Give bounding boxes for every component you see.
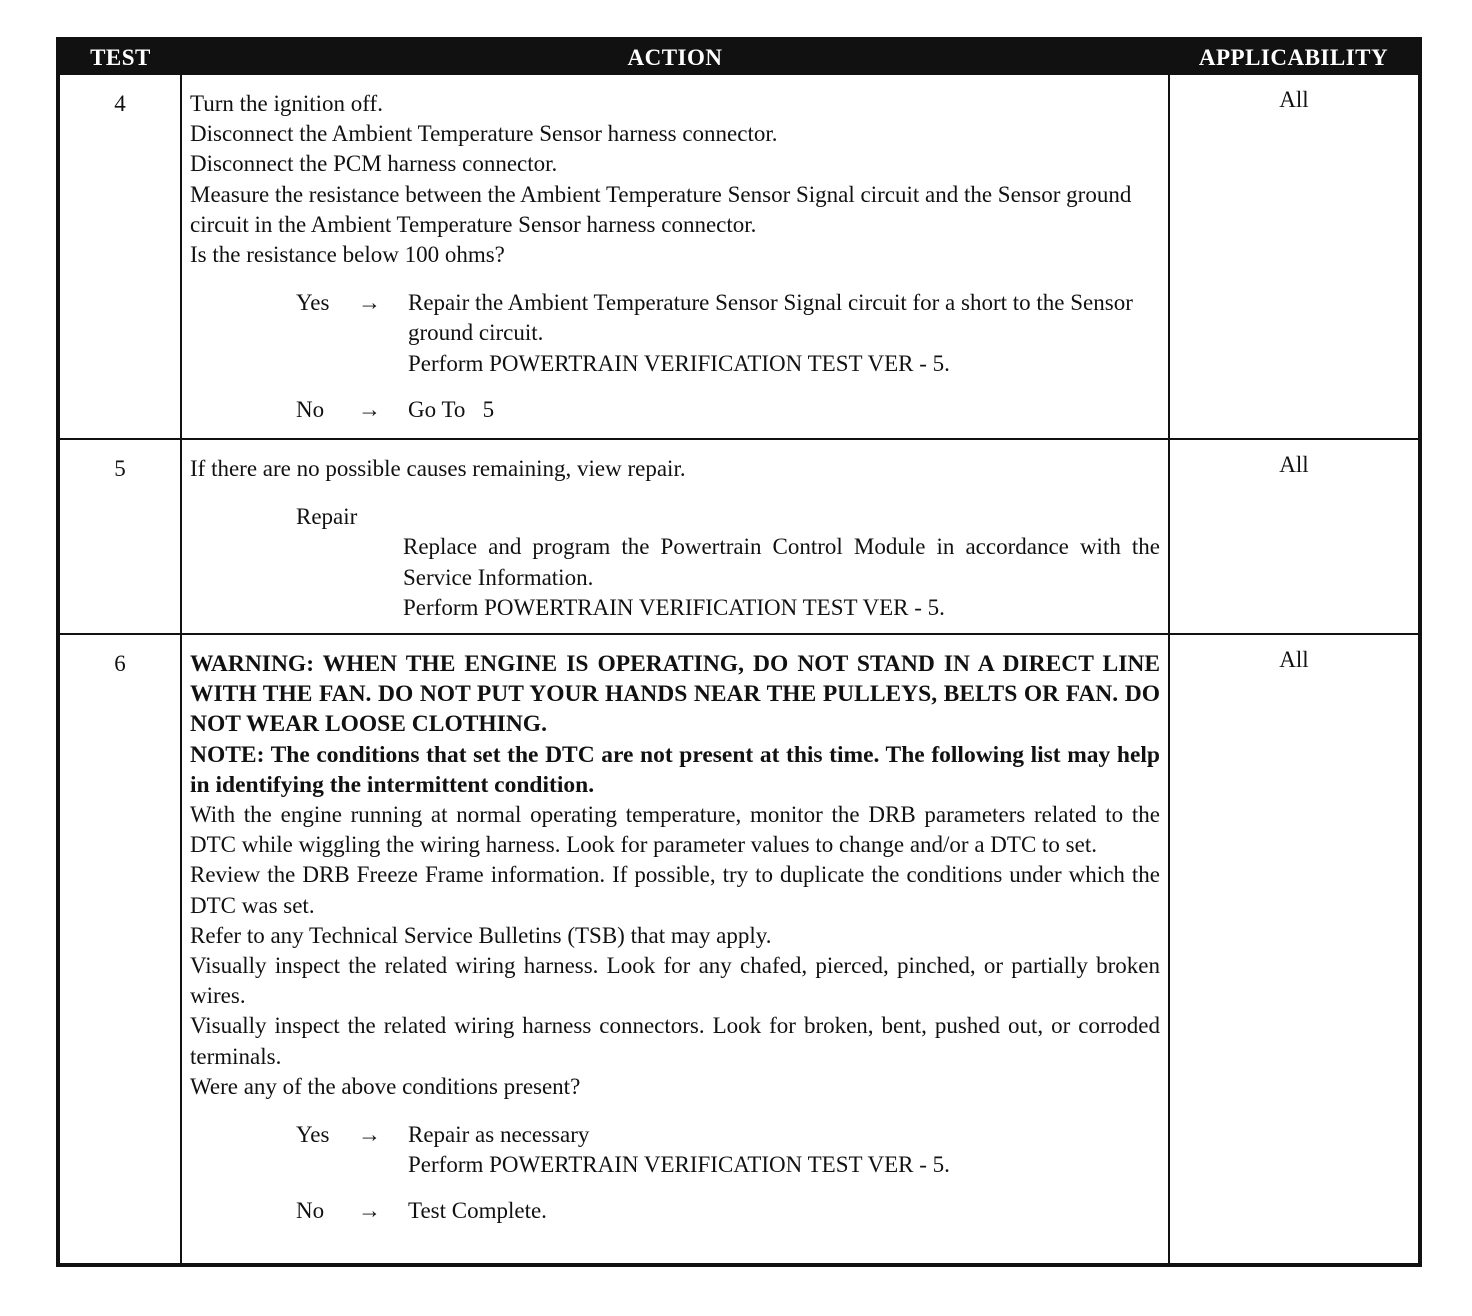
yes-response bbox=[296, 1120, 1160, 1180]
yes-response bbox=[296, 288, 1160, 379]
action-step: Visually inspect the related wiring harness. Look for any chafed, pierced, pinched, or partially broken wires. bbox=[190, 953, 1160, 1009]
yes-action: Repair the Ambient Temperature Sensor Signal circuit for a short to the Sensor ground circuit. bbox=[408, 290, 1133, 346]
no-response bbox=[296, 395, 1160, 425]
table-header-row bbox=[60, 41, 1418, 75]
applicability: All bbox=[1169, 634, 1418, 1263]
yes-label: Yes bbox=[296, 290, 330, 316]
right-arrow-icon: → bbox=[358, 1198, 381, 1224]
action-question: Is the resistance below 100 ohms? bbox=[190, 242, 505, 268]
table-row bbox=[60, 634, 1418, 1263]
table-row bbox=[60, 75, 1418, 439]
action-step: Disconnect the Ambient Temperature Sensor harness connector. bbox=[190, 121, 778, 147]
action-step: Turn the ignition off. bbox=[190, 91, 383, 116]
action-step: If there are no possible causes remaining, view repair. bbox=[190, 456, 686, 481]
test-number: 4 bbox=[60, 75, 181, 439]
test-action bbox=[181, 439, 1169, 634]
note-text: NOTE: The conditions that set the DTC are not present at this time. The following list may help in identifying the intermittent condition. bbox=[190, 741, 1160, 798]
test-table bbox=[60, 41, 1418, 1263]
warning-text: WARNING: WHEN THE ENGINE IS OPERATING, DO NOT STAND IN A DIRECT LINE WITH THE FAN. DO NOT PUT YOUR HANDS NEAR THE PULLEYS, BELTS OR FAN. DO NOT WEAR LOOSE CLOTHING. bbox=[190, 651, 1160, 738]
test-number: 5 bbox=[60, 439, 181, 634]
action-step: Refer to any Technical Service Bulletins (TSB) that may apply. bbox=[190, 922, 772, 948]
repair-step: Replace and program the Powertrain Control Module in accordance with the Service Information. bbox=[403, 534, 1160, 590]
no-action: Test Complete. bbox=[408, 1198, 547, 1224]
no-action: Go To 5 bbox=[408, 396, 495, 422]
applicability: All bbox=[1169, 439, 1418, 634]
no-response bbox=[296, 1196, 1160, 1226]
applicability: All bbox=[1169, 75, 1418, 439]
diagnostic-test-table bbox=[56, 37, 1422, 1267]
test-action bbox=[181, 75, 1169, 439]
action-step: Review the DRB Freeze Frame information. If possible, try to duplicate the conditions under which the DTC was set. bbox=[190, 862, 1160, 918]
header-applicability: APPLICABILITY bbox=[1169, 41, 1418, 75]
action-step: Visually inspect the related wiring harness connectors. Look for broken, bent, pushed out, or corroded terminals. bbox=[190, 1013, 1160, 1069]
yes-action: Repair as necessary bbox=[408, 1122, 590, 1148]
test-action bbox=[181, 634, 1169, 1263]
header-action: ACTION bbox=[181, 41, 1169, 75]
yes-label: Yes bbox=[296, 1122, 330, 1148]
repair-label: Repair bbox=[296, 504, 358, 530]
test-number: 6 bbox=[60, 634, 181, 1263]
table-row bbox=[60, 439, 1418, 634]
action-step: Measure the resistance between the Ambient Temperature Sensor Signal circuit and the Sensor ground circuit in the Ambient Temperature Sensor harness connector. bbox=[190, 181, 1132, 237]
right-arrow-icon: → bbox=[358, 1122, 381, 1148]
yes-action: Perform POWERTRAIN VERIFICATION TEST VER - 5. bbox=[408, 350, 950, 376]
header-test: TEST bbox=[60, 41, 181, 75]
action-step: With the engine running at normal operating temperature, monitor the DRB parameters related to the DTC while wiggling the wiring harness. Look for parameter values to change and/or a DTC to set. bbox=[190, 802, 1160, 858]
action-step: Disconnect the PCM harness connector. bbox=[190, 151, 558, 177]
no-label: No bbox=[296, 1198, 325, 1224]
yes-action: Perform POWERTRAIN VERIFICATION TEST VER - 5. bbox=[408, 1152, 950, 1178]
repair-step: Perform POWERTRAIN VERIFICATION TEST VER - 5. bbox=[403, 594, 945, 620]
no-label: No bbox=[296, 396, 325, 422]
repair-instructions bbox=[403, 532, 1160, 623]
action-question: Were any of the above conditions present? bbox=[190, 1073, 581, 1099]
right-arrow-icon: → bbox=[358, 290, 381, 316]
right-arrow-icon: → bbox=[358, 396, 381, 422]
